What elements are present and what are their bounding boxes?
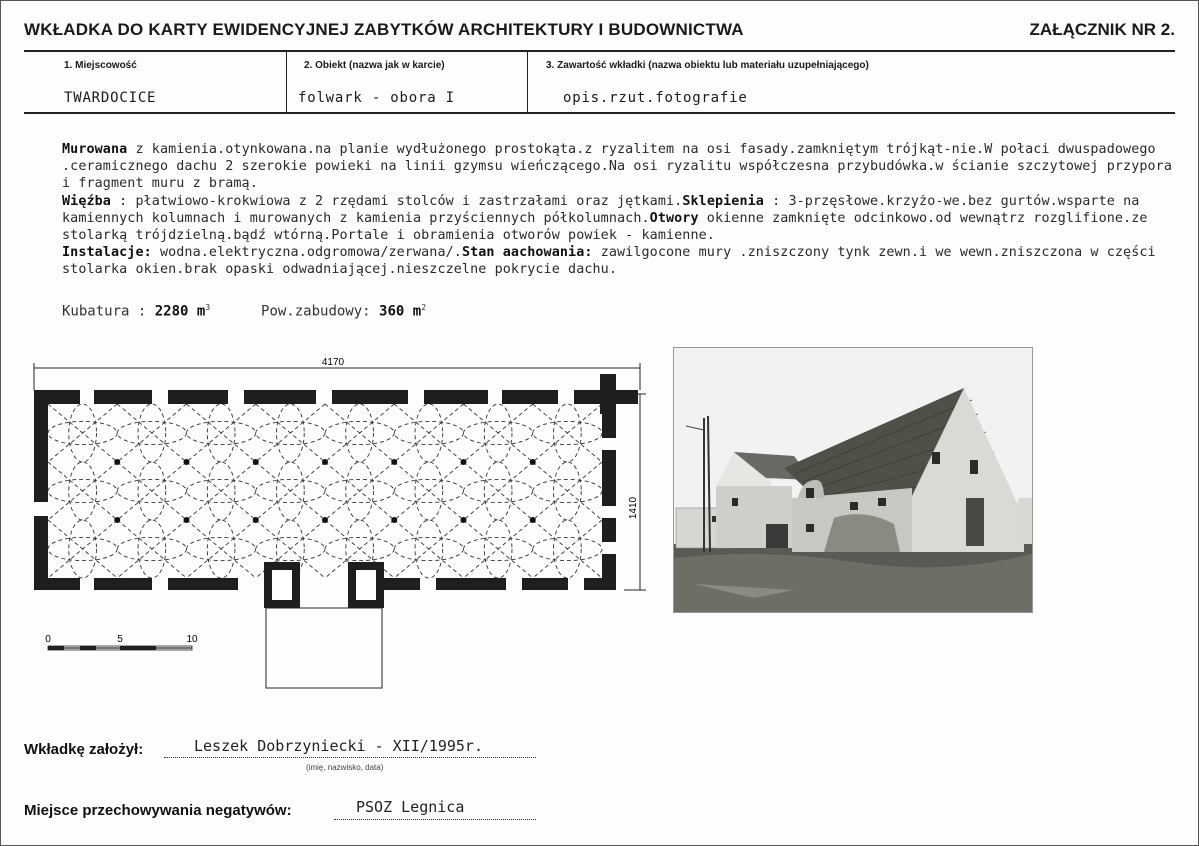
wall-segment <box>602 450 616 506</box>
vault-rib <box>256 462 325 520</box>
vault-rib <box>117 520 186 578</box>
vault-rib <box>464 462 533 520</box>
column <box>391 517 397 523</box>
walls <box>34 374 638 608</box>
vault-pattern <box>48 404 602 578</box>
description-block <box>62 141 1177 279</box>
wall-segment <box>34 390 48 502</box>
column <box>253 517 259 523</box>
gable-window <box>932 452 940 464</box>
term-label: Sklepienia <box>682 193 764 209</box>
description-paragraph <box>62 244 1177 278</box>
vault-rib <box>533 404 602 462</box>
vault-rib <box>464 520 533 578</box>
distant-building <box>1018 498 1032 544</box>
field-value-contents: opis.rzut.fotografie <box>563 90 748 106</box>
dormer-window <box>806 488 814 498</box>
founder-label: Wkładkę założył: <box>24 741 144 758</box>
vault-rib <box>394 462 463 520</box>
metrics-line <box>62 303 426 320</box>
description-text: okienne zamknięte odcinkowo.od wewnątrz rozglifione.ze stolarką trójdzielną.bądź wtórną.Portale i obramienia otworów powiek - kamienne. <box>62 210 1148 244</box>
pillar-opening <box>356 570 376 600</box>
term-label: Stan aachowania: <box>461 245 593 261</box>
wall-segment <box>168 578 238 590</box>
vault-rib <box>394 404 463 462</box>
fields-rule <box>24 112 1175 114</box>
field-label-locality: 1. Miejscowość <box>64 60 137 71</box>
description-text: wodna.elektryczna.odgromowa/zerwana/. <box>151 245 462 261</box>
column <box>184 459 190 465</box>
description-paragraph <box>62 193 1177 245</box>
field-value-locality: TWARDOCICE <box>64 90 157 106</box>
column <box>322 459 328 465</box>
term-label: Murowana <box>62 142 128 157</box>
column <box>184 517 190 523</box>
window <box>850 502 858 510</box>
negatives-label: Miejsce przechowywania negatywów: <box>24 802 292 819</box>
vault-rib <box>187 520 256 578</box>
wall-segment <box>382 578 420 590</box>
wall-segment <box>502 390 558 404</box>
vault-rib <box>533 462 602 520</box>
scale-fill <box>120 646 156 650</box>
term-label: Więźba <box>62 193 111 209</box>
field-label-object: 2. Obiekt (nazwa jak w karcie) <box>304 60 445 71</box>
column <box>391 459 397 465</box>
column-divider <box>286 52 287 114</box>
building-photo <box>673 347 1033 613</box>
modern-extension <box>266 608 382 688</box>
column <box>530 459 536 465</box>
card-title: WKŁADKA DO KARTY EWIDENCYJNEJ ZABYTKÓW ARCHITEKTURY I BUDOWNICTWA <box>24 20 744 39</box>
wall-segment <box>34 578 80 590</box>
width-dimension-label: 4170 <box>321 357 345 368</box>
area-label: Pow.zabudowy: <box>261 303 371 320</box>
scale-label-5: 5 <box>117 634 123 645</box>
wall-segment <box>168 390 228 404</box>
vault-rib <box>187 462 256 520</box>
window <box>878 498 886 506</box>
scale-label-0: 0 <box>45 634 51 645</box>
term-label: Otwory <box>649 210 699 226</box>
scale-fill <box>80 646 96 650</box>
vault-rib <box>464 404 533 462</box>
wall-segment <box>332 390 408 404</box>
window <box>806 524 814 532</box>
header-rule <box>24 50 1175 52</box>
wall-segment <box>94 390 152 404</box>
scale-label-10: 10 <box>186 634 198 645</box>
pillar-opening <box>272 570 292 600</box>
description-text: z kamienia.otynkowana.na planie wydłużonego prostokąta.z ryzalitem na osi fasady.zamkniętym trójkąt-nie.W połaci dwuspadowego .ceramicznego dachu 2 szerokie powieki na linii gzymsu wieńczącego.Na osi ryzalitu współczesna przybudówka.w ścianie szczytowej przypora i fragment muru z bramą. <box>62 142 1173 192</box>
wall-segment <box>94 578 152 590</box>
description-text: : 3-przęsłowe.krzyżo-we.bez gurtów.wsparte na kamiennych kolumnach i murowanych z kamienia przyściennych półkolumnach. <box>62 193 1140 226</box>
volume-label: Kubatura : <box>62 303 147 320</box>
volume-unit: 3 <box>205 303 211 312</box>
wall-segment <box>584 578 616 590</box>
negatives-dotted-line <box>334 818 536 820</box>
vault-rib <box>325 404 394 462</box>
description-text: : płatwiowo-krokwiowa z 2 rzędami stolców i zastrzałami oraz jętkami. <box>110 193 683 209</box>
window <box>732 498 738 506</box>
vault-rib <box>48 404 117 462</box>
gable-door <box>966 498 984 546</box>
column <box>114 517 120 523</box>
wall-segment <box>436 578 506 590</box>
column <box>322 517 328 523</box>
field-value-object: folwark - obora I <box>298 90 455 106</box>
annex-number: ZAŁĄCZNIK NR 2. <box>1029 20 1175 39</box>
founder-value: Leszek Dobrzyniecki - XII/1995r. <box>194 737 483 755</box>
wall-segment <box>522 578 568 590</box>
vault-rib <box>117 404 186 462</box>
vault-rib <box>533 520 602 578</box>
vault-rib <box>117 462 186 520</box>
field-label-contents: 3. Zawartość wkładki (nazwa obiektu lub materiału uzupełniającego) <box>546 60 869 71</box>
height-dimension-label: 1410 <box>628 496 639 520</box>
vault-rib <box>187 404 256 462</box>
doorway <box>766 524 788 548</box>
scale-bar <box>45 634 198 650</box>
area-unit: 2 <box>421 303 427 312</box>
vault-rib <box>325 462 394 520</box>
wall-segment <box>602 404 616 438</box>
column <box>530 517 536 523</box>
vault-rib <box>394 520 463 578</box>
column-divider <box>527 52 528 114</box>
negatives-value: PSOZ Legnica <box>356 798 465 816</box>
term-label: Instalacje: <box>62 245 152 261</box>
column <box>253 459 259 465</box>
wall-segment <box>602 518 616 542</box>
wall-segment <box>244 390 316 404</box>
gable-window <box>970 460 978 474</box>
founder-dotted-line <box>164 756 536 758</box>
scale-fill <box>48 646 64 650</box>
volume-value: 2280 m <box>154 303 206 320</box>
column <box>114 459 120 465</box>
vault-rib <box>48 462 117 520</box>
founder-hint: (imię, nazwisko, data) <box>306 763 384 772</box>
floor-plan <box>12 350 660 705</box>
column <box>461 517 467 523</box>
column <box>461 459 467 465</box>
description-text: zawilgocone mury .zniszczony tynk zewn.i we wewn.zniszczona w części stolarka okien.brak opaski odwadniającej.nieszczelne pokrycie dachu. <box>62 245 1156 278</box>
vault-rib <box>48 520 117 578</box>
description-paragraph <box>62 141 1177 193</box>
wall-segment <box>424 390 488 404</box>
vault-rib <box>256 404 325 462</box>
area-value: 360 m <box>379 303 422 320</box>
